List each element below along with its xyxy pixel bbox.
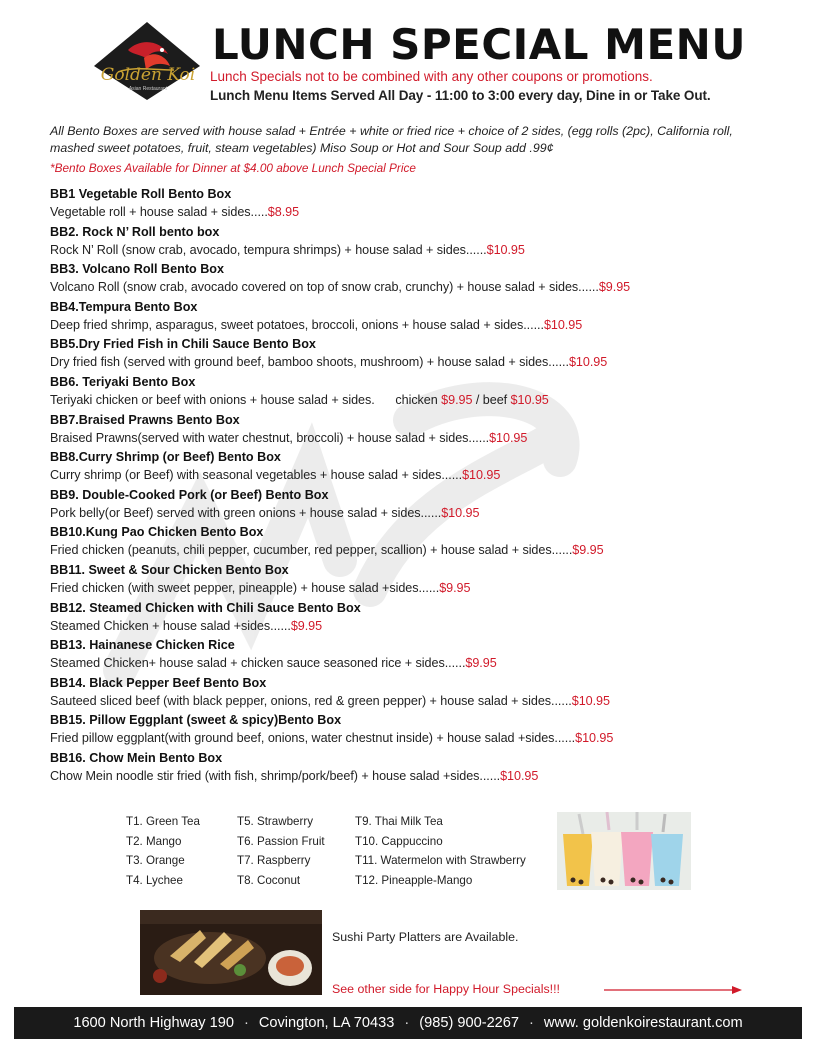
menu-item xyxy=(50,186,790,224)
menu-item-name: BB6. Teriyaki Bento Box xyxy=(50,374,196,389)
menu-item-price: $10.95 xyxy=(575,731,614,746)
menu-item-desc: Vegetable roll + house salad + sides..... xyxy=(50,205,268,219)
menu-item-name: BB11. Sweet & Sour Chicken Bento Box xyxy=(50,562,289,577)
menu-item-desc: Braised Prawns(served with water chestnut, broccoli) + house salad + sides...... xyxy=(50,430,490,445)
footer-phone[interactable]: (985) 900-2267 xyxy=(419,1015,520,1031)
sushi-platters-note: Sushi Party Platters are Available. xyxy=(332,930,519,944)
menu-item-desc: Fried chicken (peanuts, chili pepper, cucumber, red pepper, scallion) + house salad + sides...... xyxy=(50,543,573,558)
page-title: LUNCH SPECIAL MENU xyxy=(212,20,746,69)
footer-website[interactable]: www. goldenkoirestaurant.com xyxy=(543,1015,743,1031)
tea-item: T1. Green Tea xyxy=(126,815,200,828)
footer-address: 1600 North Highway 190 xyxy=(73,1015,234,1031)
menu-item xyxy=(50,412,790,450)
tea-list-col-1 xyxy=(126,812,200,890)
menu-item xyxy=(50,675,790,713)
footer-contact-bar xyxy=(14,1007,802,1039)
menu-item-name: BB15. Pillow Eggplant (sweet & spicy)Bento Box xyxy=(50,713,342,728)
menu-item-name: BB7.Braised Prawns Bento Box xyxy=(50,412,240,427)
happy-hour-link[interactable]: See other side for Happy Hour Specials!!! xyxy=(332,982,560,996)
menu-item-price: $10.95 xyxy=(500,768,539,783)
menu-item-desc: Volcano Roll (snow crab, avocado covered on top of snow crab, crunchy) + house salad + sides...... xyxy=(50,280,599,295)
bento-menu-list xyxy=(50,186,790,788)
menu-item-price: $9.95 xyxy=(572,543,604,558)
footer-city: Covington, LA 70433 xyxy=(258,1015,395,1031)
menu-item xyxy=(50,712,790,750)
footer-separator: · xyxy=(404,1015,410,1031)
menu-item-name: BB13. Hainanese Chicken Rice xyxy=(50,638,235,653)
tea-item: T12. Pineapple-Mango xyxy=(355,873,473,887)
menu-item-price-beef: $10.95 xyxy=(510,392,549,407)
menu-item xyxy=(50,562,790,600)
tea-item: T3. Orange xyxy=(126,854,185,867)
menu-item xyxy=(50,299,790,337)
menu-item-desc: Fried chicken (with sweet pepper, pineapple) + house salad +sides...... xyxy=(50,580,440,595)
tea-list-col-3 xyxy=(355,812,526,890)
menu-item-desc: Deep fried shrimp, asparagus, sweet potatoes, broccoli, onions + house salad + sides...... xyxy=(50,317,544,332)
menu-item-price: $8.95 xyxy=(267,205,300,219)
tea-item: T5. Strawberry xyxy=(237,815,314,828)
menu-item xyxy=(50,524,790,562)
menu-item xyxy=(50,600,790,638)
menu-item xyxy=(50,336,790,374)
tea-item: T10. Cappuccino xyxy=(355,834,443,848)
menu-item-name: BB12. Steamed Chicken with Chili Sauce Bento Box xyxy=(50,600,361,615)
menu-item-name: BB1 Vegetable Roll Bento Box xyxy=(50,187,232,201)
menu-item-desc: Pork belly(or Beef) served with green onions + house salad + sides...... xyxy=(50,505,442,520)
arrow-right-icon xyxy=(604,984,744,996)
menu-item-price: $10.95 xyxy=(568,355,608,370)
menu-item-desc-beef: / beef xyxy=(472,392,511,407)
menu-item-price: $10.95 xyxy=(543,317,583,332)
footer-separator: · xyxy=(243,1015,249,1031)
menu-item xyxy=(50,637,790,675)
menu-item-desc: Fried pillow eggplant(with ground beef, onions, water chestnut inside) + house salad +sides...... xyxy=(50,731,576,746)
menu-item-desc: Dry fried fish (served with ground beef, bamboo shoots, mushroom) + house salad + sides...... xyxy=(50,355,569,370)
menu-item-price: $10.95 xyxy=(462,468,501,483)
menu-item-name: BB3. Volcano Roll Bento Box xyxy=(50,262,224,277)
menu-item-price: $10.95 xyxy=(441,505,480,520)
bubble-tea-photo xyxy=(557,812,691,890)
dinner-note: *Bento Boxes Available for Dinner at $4.00 above Lunch Special Price xyxy=(50,161,416,175)
menu-item-price: $9.95 xyxy=(290,618,323,633)
menu-item-desc: Sauteed sliced beef (with black pepper, onions, red & green pepper) + house salad + sides...... xyxy=(50,693,572,708)
menu-item-name: BB9. Double-Cooked Pork (or Beef) Bento Box xyxy=(50,487,329,502)
menu-item-name: BB8.Curry Shrimp (or Beef) Bento Box xyxy=(50,450,281,465)
golden-koi-logo xyxy=(88,20,206,102)
tea-item: T9. Thai Milk Tea xyxy=(355,815,443,828)
menu-item-price: $9.95 xyxy=(465,656,497,671)
menu-item-price-chicken: $9.95 xyxy=(441,392,473,407)
menu-item xyxy=(50,261,790,299)
menu-item-price: $10.95 xyxy=(571,693,610,708)
serving-hours: Lunch Menu Items Served All Day - 11:00 to 3:00 every day, Dine in or Take Out. xyxy=(210,88,711,103)
footer-separator: · xyxy=(529,1015,534,1031)
menu-item-price: $9.95 xyxy=(439,580,471,595)
tea-item: T6. Passion Fruit xyxy=(237,834,325,848)
menu-item xyxy=(50,487,790,525)
menu-item-desc: Chow Mein noodle stir fried (with fish, shrimp/pork/beef) + house salad +sides...... xyxy=(50,768,501,783)
promo-disclaimer: Lunch Specials not to be combined with any other coupons or promotions. xyxy=(210,69,653,84)
menu-item-name: BB16. Chow Mein Bento Box xyxy=(50,750,223,765)
tea-item: T2. Mango xyxy=(126,834,182,848)
menu-item-desc: Steamed Chicken+ house salad + chicken sauce seasoned rice + sides...... xyxy=(50,656,466,671)
menu-item-desc: Steamed Chicken + house salad +sides...... xyxy=(50,618,291,633)
tea-item: T8. Coconut xyxy=(237,873,301,887)
sushi-platter-photo xyxy=(140,910,322,995)
logo-subtext: Asian Restaurant xyxy=(128,86,168,92)
menu-item xyxy=(50,224,790,262)
bento-intro: All Bento Boxes are served with house salad + Entrée + white or fried rice + choice of 2 sides, (egg rolls (2pc), California roll, mashed sweet potatoes, fruit, steam vegetables) Miso Soup or Hot and Sour Soup add .99¢ xyxy=(50,124,733,155)
menu-item-price: $10.95 xyxy=(486,242,525,257)
tea-item: T11. Watermelon with Strawberry xyxy=(355,854,526,867)
menu-item-name: BB14. Black Pepper Beef Bento Box xyxy=(50,675,267,690)
menu-item-name: BB4.Tempura Bento Box xyxy=(50,299,198,314)
tea-list-col-2 xyxy=(237,812,325,890)
menu-item-desc: Curry shrimp (or Beef) with seasonal vegetables + house salad + sides...... xyxy=(50,468,463,483)
menu-item-name: BB2. Rock N’ Roll bento box xyxy=(50,224,220,239)
menu-item-name: BB10.Kung Pao Chicken Bento Box xyxy=(50,525,264,540)
tea-item: T4. Lychee xyxy=(126,873,183,887)
menu-item-price: $9.95 xyxy=(598,280,631,295)
menu-item-name: BB5.Dry Fried Fish in Chili Sauce Bento Box xyxy=(50,337,316,352)
menu-item xyxy=(50,449,790,487)
menu-item xyxy=(50,750,790,788)
logo-text: Golden Koi xyxy=(100,65,196,85)
menu-item-desc: Rock N’ Roll (snow crab, avocado, tempura shrimps) + house salad + sides...... xyxy=(50,242,487,257)
menu-item xyxy=(50,374,790,412)
menu-item-price: $10.95 xyxy=(489,430,528,445)
tea-item: T7. Raspberry xyxy=(237,854,311,867)
menu-item-desc: Teriyaki chicken or beef with onions + house salad + sides. chicken xyxy=(50,392,442,407)
